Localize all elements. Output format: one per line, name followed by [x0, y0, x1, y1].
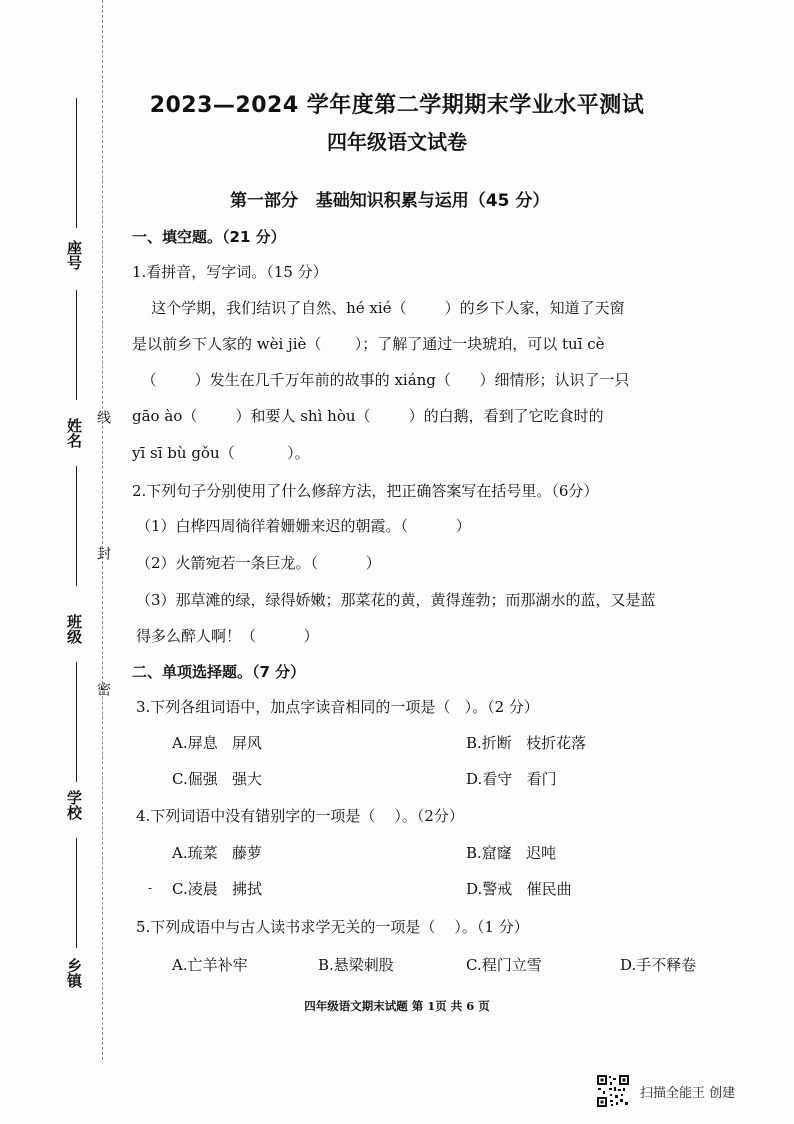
q5-option-a: A.亡羊补牢 [172, 956, 248, 974]
q5-title: 5.下列成语中与古人读书求学无关的一项是（ ）。（1 分） [136, 918, 529, 936]
stray-mark: - [148, 881, 153, 895]
q1-line-3: （ ）发生在几千万年前的故事的 xiáng（ ）细情形；认识了一只 [132, 371, 630, 389]
q3-option-c: C.倔强 强大 [172, 770, 263, 788]
q4-option-b: B.窟窿 迟吨 [466, 844, 557, 862]
q2-item-2: （2）火箭宛若一条巨龙。（ ） [136, 554, 381, 572]
banji-fill-line [76, 466, 78, 586]
q3-option-b: B.折断 枝折花落 [466, 734, 587, 752]
scanner-watermark: 扫描全能王 创建 [640, 1086, 736, 1101]
q2-item-1: （1）白桦四周徜徉着姗姗来迟的朝霞。（ ） [136, 517, 471, 535]
q5-option-d: D.手不释卷 [620, 956, 697, 974]
q1-line-2: 是以前乡下人家的 wèi jiè（ ）；了解了通过一块琥珀，可以 tuī cè [132, 335, 605, 353]
part-heading: 第一部分 基础知识积累与运用（45 分） [230, 191, 550, 211]
q2-item-3-cont: 得多么醉人啊！（ ） [136, 627, 319, 645]
section2-heading: 二、单项选择题。（7 分） [132, 663, 306, 681]
feng-mark: 封 [95, 546, 111, 560]
q4-option-a: A.琉菜 藤萝 [172, 844, 262, 862]
exam-subtitle: 四年级语文试卷 [327, 130, 467, 154]
q1-line-5: yī sī bù gǒu（ ）。 [132, 444, 310, 462]
q2-title: 2.下列句子分别使用了什么修辞方法，把正确答案写在括号里。（6分） [132, 482, 599, 500]
q1-title: 1.看拼音，写字词。（15 分） [132, 263, 328, 281]
q4-option-d: D.警戒 催民曲 [466, 880, 572, 898]
q3-option-d: D.看守 看门 [466, 770, 557, 788]
xian-mark: 线 [95, 410, 111, 424]
xiangzhen-label: 乡镇 [65, 958, 83, 988]
q3-title: 3.下列各组词语中，加点字读音相同的一项是（ ）。（2 分） [136, 698, 539, 716]
binding-dashed-line [102, 0, 104, 1060]
xingming-label: 姓名 [65, 418, 83, 448]
q2-item-3: （3）那草滩的绿，绿得娇嫩；那菜花的黄，黄得莲勃；而那湖水的蓝，又是蓝 [136, 591, 656, 609]
xiangzhen-fill-line [76, 838, 78, 948]
q4-title: 4.下列词语中没有错别字的一项是（ ）。（2分） [136, 807, 464, 825]
banji-label: 班级 [65, 614, 83, 644]
mi-mark: 密 [95, 682, 111, 696]
q5-option-c: C.程门立雪 [466, 956, 542, 974]
qr-code-icon [596, 1074, 630, 1108]
xuexiao-fill-line [76, 662, 78, 782]
xuexiao-label: 学校 [65, 790, 83, 820]
q4-option-c: C.凌晨 拂拭 [172, 880, 263, 898]
exam-title: 2023—2024 学年度第二学期期末学业水平测试 [149, 93, 645, 118]
section1-heading: 一、填空题。（21 分） [132, 228, 286, 246]
zuohao-label: 座号 [65, 240, 83, 270]
q1-line-1: 这个学期，我们结识了自然、hé xié（ ）的乡下人家，知道了天窗 [132, 299, 625, 317]
q3-option-a: A.屏息 屏风 [172, 734, 262, 752]
xingming-fill-line [76, 290, 78, 400]
page-footer: 四年级语文期末试题 第 1页 共 6 页 [304, 999, 490, 1013]
q5-option-b: B.悬梁刺股 [318, 956, 394, 974]
q1-line-4: gāo ào（ ）和要人 shì hòu（ ）的白鹅，看到了它吃食时的 [132, 407, 604, 425]
